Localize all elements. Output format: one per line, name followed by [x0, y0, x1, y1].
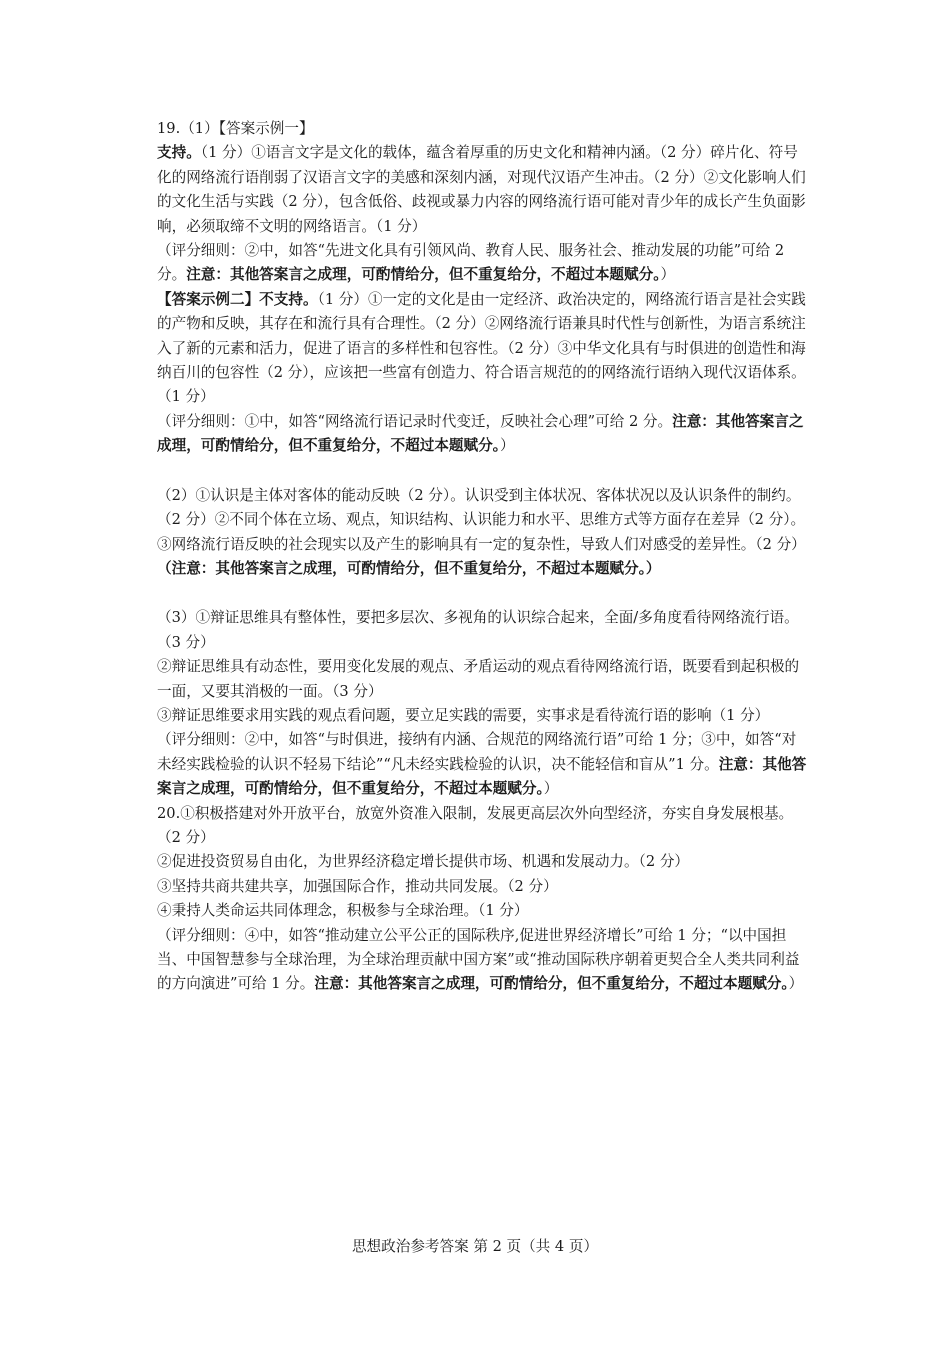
q19-heading: 19.（1）【答案示例一】: [157, 120, 314, 137]
q19-part3-note: 注意：其他答案言之成理，可酌情给分，但不重复给分，不超过本题赋分。: [157, 755, 807, 798]
q19-ex2-note: 注意：其他答案言之成理，可酌情给分，但不重复给分，不超过本题赋分。: [157, 412, 804, 455]
q20-item1: 20.①积极搭建对外开放平台，放宽外资准入限制，发展更高层次外向型经济，夯实自身发展根基。（2 分）: [157, 804, 794, 846]
q19-part3-line3: ③辩证思维要求用实践的观点看问题，要立足实践的需要，实事求是看待流行语的影响（1 分）: [157, 706, 770, 724]
q19-example-one: [157, 141, 807, 239]
q20-item3: ③坚持共商共建共享，加强国际合作，推动共同发展。（2 分）: [157, 877, 558, 895]
q19-part2-body: （2）①认识是主体对客体的能动反映（2 分）。认识受到主体状况、客体状况以及认识条件的制约。（2 分）②不同个体在立场、观点，知识结构、认识能力和水平、思维方式等方面存在差异（2 分）。③网络流行语反映的社会现实以及产生的影响具有一定的复杂性，导致人们对感受的差异性。（2 分）: [157, 486, 806, 553]
q19-part3-rubric: [157, 728, 807, 801]
page-footer: 思想政治参考答案 第 2 页（共 4 页）: [351, 1238, 599, 1255]
q19-ex1-close: ）: [660, 266, 676, 284]
q20-item2: ②促进投资贸易自由化，为世界经济稳定增长提供市场、机遇和发展动力。（2 分）: [157, 853, 690, 871]
q20-rubric: [157, 924, 807, 997]
q19-ex1-note: 注意：其他答案言之成理，可酌情给分，但不重复给分，不超过本题赋分。: [186, 266, 661, 284]
q19-ex2-close: ）: [499, 437, 515, 455]
q19-part3-line1: （3）①辩证思维具有整体性，要把多层次、多视角的认识综合起来，全面/多角度看待网络流行语。（3 分）: [157, 609, 799, 651]
q19-ex2-stance: 不支持。: [259, 290, 318, 308]
q20-item4: ④秉持人类命运共同体理念，积极参与全球治理。（1 分）: [157, 902, 529, 920]
q19-example-two: [157, 288, 807, 410]
q19-ex2-rubric: [157, 410, 807, 459]
q19-ex2-rubric-text: （评分细则：①中，如答“网络流行语记录时代变迁，反映社会心理”可给 2 分。: [157, 412, 673, 430]
q19-part2-note: （注意：其他答案言之成理，可酌情给分，但不重复给分，不超过本题赋分。）: [157, 559, 661, 577]
q19-part3-line2: ②辩证思维具有动态性，要用变化发展的观点、矛盾运动的观点看待网络流行语，既要看到起积极的一面，又要其消极的一面。（3 分）: [157, 658, 800, 700]
q19-ex1-body: （1 分）①语言文字是文化的载体，蕴含着厚重的历史文化和精神内涵。（2 分）碎片化、符号化的网络流行语削弱了汉语言文字的美感和深刻内涵，对现代汉语产生冲击。（2 分）②文化影响人们的文化生活与实践（2 分），包含低俗、歧视或暴力内容的网络流行语可能对青少年的成长产生负面影响，必须取缔不文明的网络语言。（1 分）: [157, 144, 806, 235]
q19-ex1-rubric: [157, 239, 807, 288]
q19-part3-close: ）: [543, 780, 559, 798]
answer-content: [157, 117, 807, 997]
q19-ex1-stance: 支持。: [157, 144, 201, 162]
q19-ex2-body: （1 分）①一定的文化是由一定经济、政治决定的，网络流行语言是社会实践的产物和反映，其存在和流行具有合理性。（2 分）②网络流行语兼具时代性与创新性，为语言系统注入了新的元素和活力，促进了语言的多样性和包容性。（2 分）③中华文化具有与时俱进的创造性和海纳百川的包容性（2 分），应该把一些富有创造力、符合语言规范的的网络流行语纳入现代汉语体系。（1 分）: [157, 290, 806, 406]
q20-close: ）: [788, 975, 804, 993]
q20-note: 注意：其他答案言之成理，可酌情给分，但不重复给分，不超过本题赋分。: [314, 975, 789, 993]
q20-rubric-text: （评分细则：④中，如答“推动建立公平公正的国际秩序,促进世界经济增长”可给 1 分；“以中国担当、中国智慧参与全球治理，为全球治理贡献中国方案”或“推动国际秩序朝着更契合全人类共同利益的方向演进”可给 1 分。: [157, 926, 800, 993]
q19-ex2-label: 【答案示例二】: [157, 290, 260, 308]
q19-ex1-rubric-text: （评分细则：②中，如答“先进文化具有引领风尚、教育人民、服务社会、推动发展的功能”可给 2 分。: [157, 242, 785, 284]
q19-part3-rubric-text: （评分细则：②中，如答“与时俱进，接纳有内涵、合规范的网络流行语”可给 1 分；③中，如答“对未经实践检验的认识不轻易下结论”“凡未经实践检验的认识，决不能轻信和盲从”1 分。: [157, 731, 797, 773]
